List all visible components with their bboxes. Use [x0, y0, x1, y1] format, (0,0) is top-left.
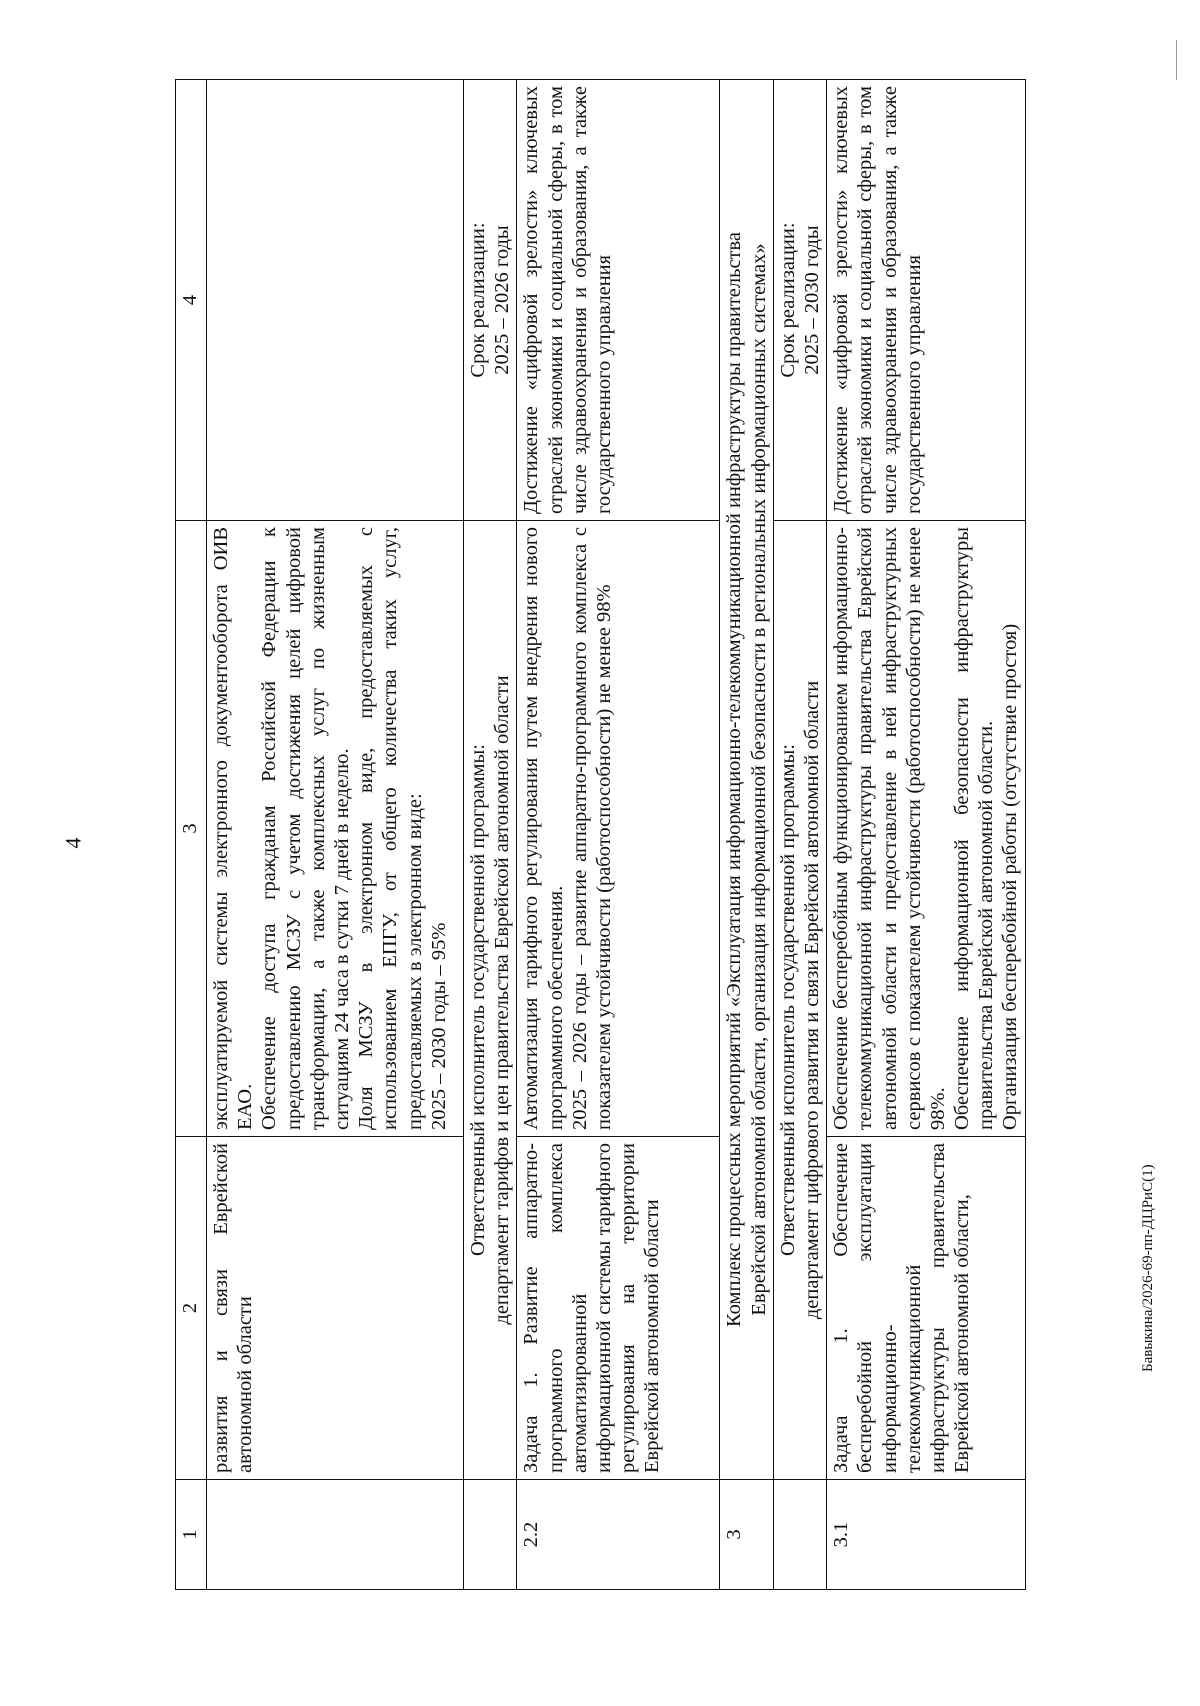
- section-row: [720, 80, 773, 1590]
- responsible-executor-cell: [464, 521, 517, 1480]
- table-row: [517, 80, 720, 1590]
- term-value: 2025 – 2030 годы: [800, 225, 823, 375]
- table-row-continued: [207, 80, 464, 1590]
- term-value: 2025 – 2026 годы: [491, 225, 514, 375]
- effects-cell: [827, 521, 1026, 1137]
- link-cell: Достижение «цифровой зрелости» ключевых отраслей экономики и социальной сферы, в том числе здравоохранения и образования, а также государственного управления: [827, 80, 1026, 521]
- responsible-line: департамент тарифов и цен правительства Еврейской автономной области: [491, 675, 514, 1325]
- link-cell: Достижение «цифровой зрелости» ключевых отраслей экономики и социальной сферы, в том числе здравоохранения и образования, а также государственного управления: [517, 80, 720, 521]
- row-number-cell: 2.2: [517, 1480, 720, 1590]
- effect-line: Обеспечение бесперебойным функционированием информационно-телекоммуникационной инфраструктуры правительства Еврейской автономной области и предоставление в ней инфраструктурных сервисов с показателем устойчивости (работоспособности) не менее 98%.: [830, 527, 949, 1130]
- term-label: Срок реализации:: [467, 222, 489, 378]
- responsible-line: департамент цифрового развития и связи Еврейской автономной области: [800, 680, 823, 1320]
- scan-mark: [1176, 40, 1177, 80]
- column-number: 4: [176, 80, 207, 521]
- footer-code: Бавыкина/2026-69-пп-ДЦРиС(1): [1140, 1164, 1156, 1372]
- effects-cell: [207, 521, 464, 1137]
- rotated-table-container: [175, 80, 1030, 1590]
- responsible-row: [464, 80, 517, 1590]
- effect-line: Доля МСЗУ в электронном виде, предоставляемых с использованием ЕПГУ, от общего количества таких услуг, предоставляемых в электронном виде:: [355, 527, 426, 1130]
- effect-line: 2025 – 2030 годы – 95%: [427, 922, 450, 1130]
- effect-line: Организация бесперебойной работы (отсутствие простоя): [999, 623, 1022, 1130]
- measures-table: [175, 79, 1026, 1590]
- effect-line: Обеспечение информационной безопасности инфраструктуры правительства Еврейской автономной области.: [951, 527, 998, 1130]
- responsible-cell: развития и связи Еврейской автономной области: [207, 1137, 464, 1480]
- row-number-cell: 3: [720, 1480, 773, 1590]
- row-number-cell: 3.1: [827, 1480, 1026, 1590]
- effect-line: Обеспечение доступа гражданам Российской Федерации к предоставлению МСЗУ с учетом достижения целей цифровой трансформации, а также комплексных услуг по жизненным ситуациям 24 часа в сутки 7 дней в неделю.: [258, 527, 353, 1130]
- page-number: 4: [60, 837, 86, 849]
- term-cell: [464, 80, 517, 521]
- column-number: 1: [176, 1480, 207, 1590]
- effect-line: Автоматизация тарифного регулирования путем внедрения нового программного обеспечения.: [520, 527, 567, 1130]
- task-cell: Задача 1. Обеспечение бесперебойной эксплуатации информационно-телекоммуникационной инфраструктуры правительства Еврейской автономной области,: [827, 1137, 1026, 1480]
- section-title-line: Еврейской автономной области, организация информационной безопасности в региональных информационных системах»: [747, 243, 770, 1316]
- effect-line: эксплуатируемой системы электронного документооборота ОИВ ЕАО.: [210, 527, 257, 1130]
- responsible-line: Ответственный исполнитель государственной программы:: [467, 744, 489, 1256]
- term-cell: [773, 80, 826, 521]
- effect-line: 2025 – 2026 годы – развитие аппаратно-программного комплекса с показателем устойчивости (работоспособности) не менее 98%: [568, 527, 615, 1130]
- column-number: 2: [176, 1137, 207, 1480]
- section-title: [720, 80, 773, 1480]
- section-title-line: Комплекс процессных мероприятий «Эксплуатация информационно-телекоммуникационной инфраструктуры правительства: [723, 231, 746, 1328]
- task-cell: Задача 1. Развитие аппаратно-программного комплекса автоматизированной информационной системы тарифного регулирования на территории Еврейской автономной области: [517, 1137, 720, 1480]
- effects-cell: [517, 521, 720, 1137]
- row-number-cell: [464, 1480, 517, 1590]
- responsible-executor-cell: [773, 521, 826, 1480]
- table-row: [827, 80, 1026, 1590]
- row-number-cell: [207, 1480, 464, 1590]
- column-number-row: [176, 80, 207, 1590]
- responsible-line: Ответственный исполнитель государственной программы:: [776, 744, 799, 1256]
- term-label: Срок реализации:: [776, 222, 799, 378]
- row-number-cell: [773, 1480, 826, 1590]
- responsible-row: [773, 80, 826, 1590]
- column-number: 3: [176, 521, 207, 1137]
- link-cell: [207, 80, 464, 521]
